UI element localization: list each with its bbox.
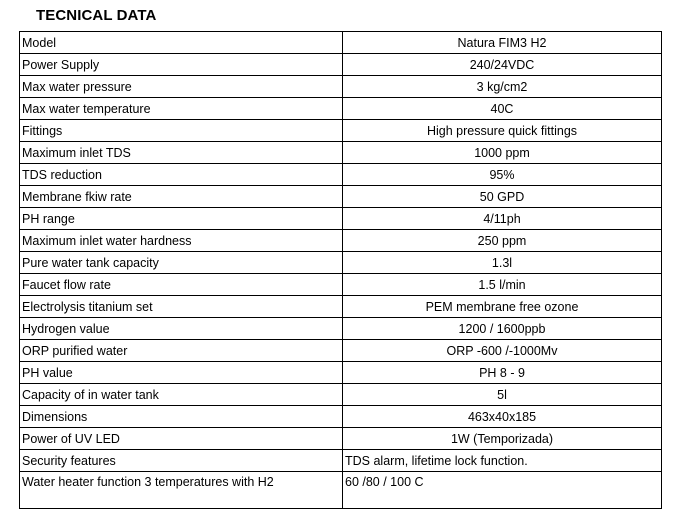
spec-value: 1000 ppm — [343, 142, 662, 164]
table-row — [20, 406, 662, 428]
tech-data-table-body — [20, 32, 662, 509]
spec-value: 95% — [343, 164, 662, 186]
table-row — [20, 120, 662, 142]
spec-value: 40C — [343, 98, 662, 120]
table-row — [20, 98, 662, 120]
spec-label: Maximum inlet water hardness — [20, 230, 343, 252]
spec-label: Max water pressure — [20, 76, 343, 98]
spec-label: Water heater function 3 temperatures with H2 — [20, 472, 343, 509]
table-row — [20, 164, 662, 186]
spec-label: PH range — [20, 208, 343, 230]
spec-label: TDS reduction — [20, 164, 343, 186]
spec-value: High pressure quick fittings — [343, 120, 662, 142]
spec-label: Maximum inlet TDS — [20, 142, 343, 164]
spec-value: Natura FIM3 H2 — [343, 32, 662, 54]
spec-label: Hydrogen value — [20, 318, 343, 340]
spec-value: 50 GPD — [343, 186, 662, 208]
table-row — [20, 384, 662, 406]
table-row — [20, 340, 662, 362]
page-title: TECNICAL DATA — [36, 7, 157, 24]
spec-label: Power Supply — [20, 54, 343, 76]
spec-value: 1.3l — [343, 252, 662, 274]
spec-value: 250 ppm — [343, 230, 662, 252]
table-row — [20, 472, 662, 509]
spec-label: PH value — [20, 362, 343, 384]
table-row — [20, 450, 662, 472]
spec-value: 4/11ph — [343, 208, 662, 230]
table-row — [20, 230, 662, 252]
spec-value: PH 8 - 9 — [343, 362, 662, 384]
tech-data-table — [19, 31, 662, 509]
spec-value: 463x40x185 — [343, 406, 662, 428]
spec-label: Model — [20, 32, 343, 54]
spec-label: Capacity of in water tank — [20, 384, 343, 406]
spec-label: Power of UV LED — [20, 428, 343, 450]
spec-label: ORP purified water — [20, 340, 343, 362]
table-row — [20, 428, 662, 450]
table-row — [20, 274, 662, 296]
spec-value: 240/24VDC — [343, 54, 662, 76]
spec-label: Dimensions — [20, 406, 343, 428]
spec-label: Faucet flow rate — [20, 274, 343, 296]
spec-value: TDS alarm, lifetime lock function. — [343, 450, 662, 472]
spec-value: PEM membrane free ozone — [343, 296, 662, 318]
table-row — [20, 142, 662, 164]
spec-label: Fittings — [20, 120, 343, 142]
table-row — [20, 54, 662, 76]
table-row — [20, 318, 662, 340]
spec-value: 1.5 l/min — [343, 274, 662, 296]
spec-value: 3 kg/cm2 — [343, 76, 662, 98]
table-row — [20, 208, 662, 230]
table-row — [20, 362, 662, 384]
spec-label: Membrane fkiw rate — [20, 186, 343, 208]
table-row — [20, 32, 662, 54]
spec-value: 5l — [343, 384, 662, 406]
table-row — [20, 296, 662, 318]
spec-value: ORP -600 /-1000Mv — [343, 340, 662, 362]
spec-label: Security features — [20, 450, 343, 472]
spec-label: Electrolysis titanium set — [20, 296, 343, 318]
spec-value: 60 /80 / 100 C — [343, 472, 662, 509]
spec-value: 1200 / 1600ppb — [343, 318, 662, 340]
spec-label: Pure water tank capacity — [20, 252, 343, 274]
table-row — [20, 186, 662, 208]
spec-value: 1W (Temporizada) — [343, 428, 662, 450]
table-row — [20, 252, 662, 274]
table-row — [20, 76, 662, 98]
spec-label: Max water temperature — [20, 98, 343, 120]
